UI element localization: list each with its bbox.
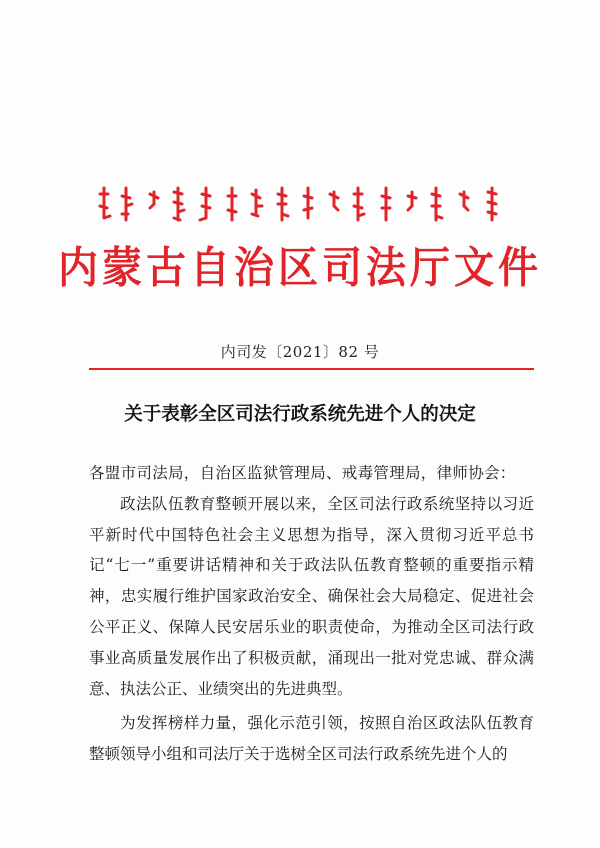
- document-body: [89, 458, 534, 770]
- body-paragraph: 政法队伍教育整顿开展以来，全区司法行政系统坚持以习近平新时代中国特色社会主义思想为指导，深入贯彻习近平总书记“七一”重要讲话精神和关于政法队伍教育整顿的重要指示精神，忠实履行维护国家政治安全、确保社会大局稳定、促进社会公平正义、保障人民安居乐业的职责使命，为推动全区司法行政事业高质量发展作出了积极贡献，涌现出一批对党忠诚、群众满意、执法公正、业绩突出的先进典型。: [89, 494, 534, 698]
- red-divider-line: [89, 368, 534, 370]
- masthead-title: 内蒙古自治区司法厅文件: [58, 243, 542, 294]
- document-title: 关于表彰全区司法行政系统先进个人的决定: [124, 404, 476, 425]
- mongolian-script-header: [96, 184, 506, 224]
- mongolian-script-glyphs: [96, 184, 506, 224]
- document-number: 内司发〔2021〕82 号: [220, 343, 380, 361]
- body-paragraph: 为发挥榜样力量，强化示范引领，按照自治区政法队伍教育整顿领导小组和司法厅关于选树全区司法行政系统先进个人的: [89, 714, 534, 764]
- addressee: 各盟市司法局，自治区监狱管理局、戒毒管理局，律师协会：: [89, 464, 516, 482]
